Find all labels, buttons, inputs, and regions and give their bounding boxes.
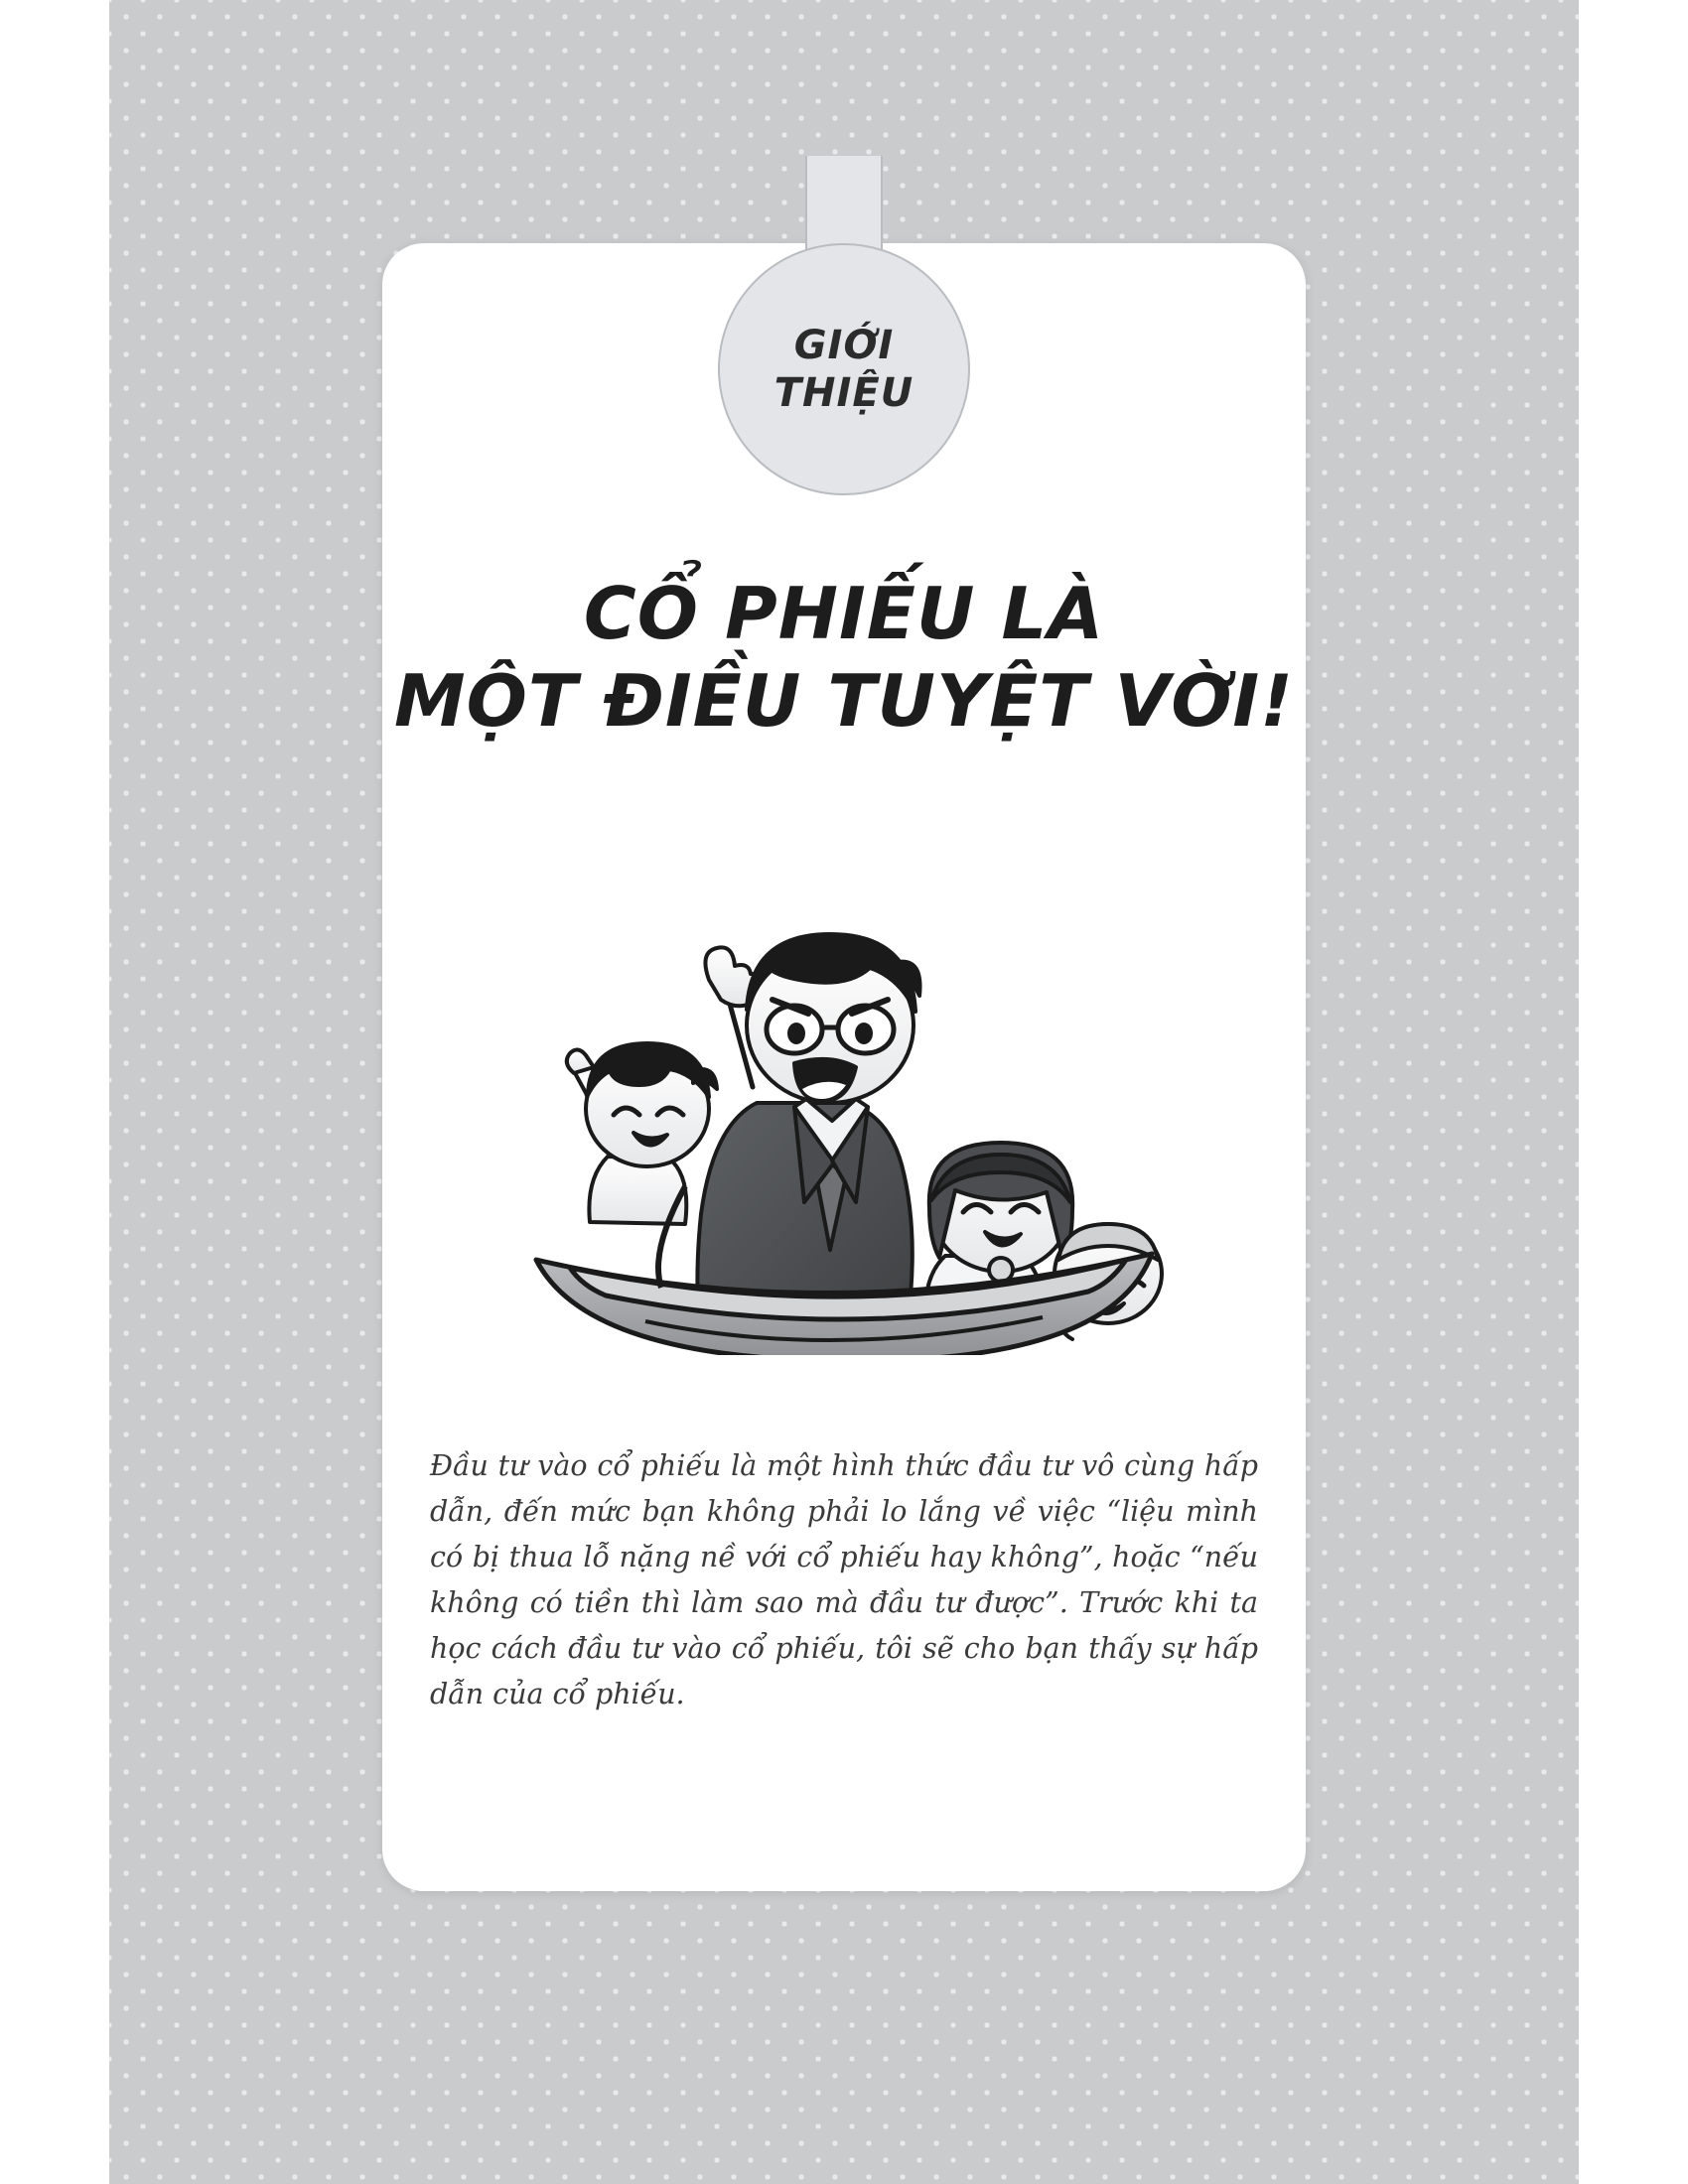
illustration-cartoon-group [496, 859, 1192, 1355]
badge-label-line1: GIỚI [793, 323, 895, 368]
character-boy [567, 1043, 717, 1224]
character-businessman [697, 934, 919, 1323]
badge-circle [718, 243, 970, 495]
content-card [382, 243, 1306, 1891]
body-paragraph: Đầu tư vào cổ phiếu là một hình thức đầu tư vô cùng hấp dẫn, đến mức bạn không phải lo lắng về việc “liệu mình có bị thua lỗ nặng nề với cổ phiếu hay không”, hoặc “nếu không có tiền thì làm sao mà đầu tư được”. Trước khi ta học cách đầu tư vào cổ phiếu, tôi sẽ cho bạn thấy sự hấp dẫn của cổ phiếu. [430, 1448, 1258, 1711]
page-title-line1: CỔ PHIẾU LÀ [583, 572, 1105, 655]
badge-label-line2: THIỆU [774, 370, 914, 416]
page-title-line2: MỘT ĐIỀU TUYỆT VỜI! [393, 658, 1295, 743]
page-title [382, 571, 1306, 746]
section-badge [715, 156, 973, 493]
